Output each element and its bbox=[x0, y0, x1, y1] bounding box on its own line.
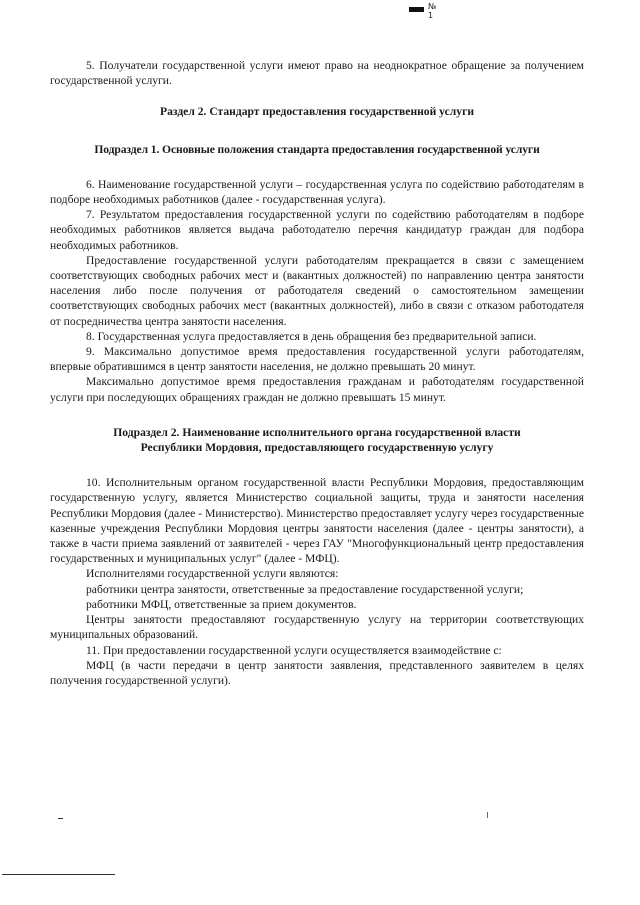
paragraph-10-territory: Центры занятости предоставляют государственную услугу на территории соответствующих муниципальных образований. bbox=[50, 613, 584, 642]
section-2-title: Раздел 2. Стандарт предоставления государственной услуги bbox=[159, 105, 475, 119]
paragraph-10-executors: Исполнителями государственной услуги являются: bbox=[86, 567, 339, 581]
subsection-2-title-line-1: Подраздел 2. Наименование исполнительного органа государственной власти bbox=[113, 425, 521, 439]
paragraph-11: 11. При предоставлении государственной услуги осуществляется взаимодействие с: bbox=[86, 643, 502, 657]
page-number: № 1 bbox=[428, 2, 437, 20]
page-number-mark bbox=[409, 2, 443, 20]
scan-mark bbox=[409, 7, 424, 12]
paragraph-6: 6. Наименование государственной услуги – государственная услуга по содействию работодателям в подборе необходимых работников (далее - государственная услуга). bbox=[50, 177, 584, 207]
paragraph-7: 7. Результатом предоставления государственной услуги по содействию работодателям в подборе необходимых работников является выдача работодателю перечня кандидатур граждан для подбора необходимых работников. bbox=[50, 208, 584, 252]
document-body bbox=[50, 58, 584, 688]
footnote-separator bbox=[2, 874, 115, 875]
paragraph-5: 5. Получатели государственной услуги имеют право на неоднократное обращение за получением государственной услуги. bbox=[50, 59, 584, 88]
paragraph-8: 8. Государственная услуга предоставляется в день обращения без предварительной записи. bbox=[86, 329, 537, 343]
subsection-2-title-line-2: Республики Мордовия, предоставляющего государственную услугу bbox=[140, 441, 494, 455]
paragraph-11-mfc: МФЦ (в части передачи в центр занятости заявления, представленного заявителем в целях получения государственной услуги). bbox=[50, 658, 584, 687]
paragraph-10-mfc-staff: работники МФЦ, ответственные за прием документов. bbox=[86, 597, 357, 611]
subsection-1-title: Подраздел 1. Основные положения стандарта предоставления государственной услуги bbox=[94, 142, 540, 156]
paragraph-10-employment-center-staff: работники центра занятости, ответственные за предоставление государственной услуги; bbox=[86, 582, 524, 596]
paragraph-9: 9. Максимально допустимое время предоставления государственной услуги работодателям, впервые обратившимся в центр занятости населения, не должно превышать 20 минут. bbox=[50, 345, 584, 374]
scan-speck bbox=[487, 812, 488, 818]
paragraph-7-continued: Предоставление государственной услуги работодателям прекращается в связи с замещением соответствующих свободных рабочих мест и (вакантных должностей) по направлению центра занятости населения либо после получения от работодателя сведений о самостоятельном замещении соответствующих свободных рабочих мест (вакантных должностей), либо в связи с отказом работодателя от посредничества центра занятости населения. bbox=[50, 253, 584, 328]
margin-dash bbox=[58, 818, 63, 819]
paragraph-9-continued: Максимально допустимое время предоставления гражданам и работодателям государственной услуги при последующих обращениях граждан не должно превышать 15 минут. bbox=[50, 375, 584, 404]
paragraph-10: 10. Исполнительным органом государственной власти Республики Мордовия, предоставляющим государственную услугу, является Министерство социальной защиты, труда и занятости населения Республики Мордовия (далее - Министерство). Министерство предоставляет услугу через государственные казенные учреждения Республики Мордовия центры занятости населения (далее - центры занятости), а также в части приема заявлений от заявителей - через ГАУ "Многофункциональный центр предоставления государственных и муниципальных услуг" (далее - МФЦ). bbox=[50, 476, 584, 566]
